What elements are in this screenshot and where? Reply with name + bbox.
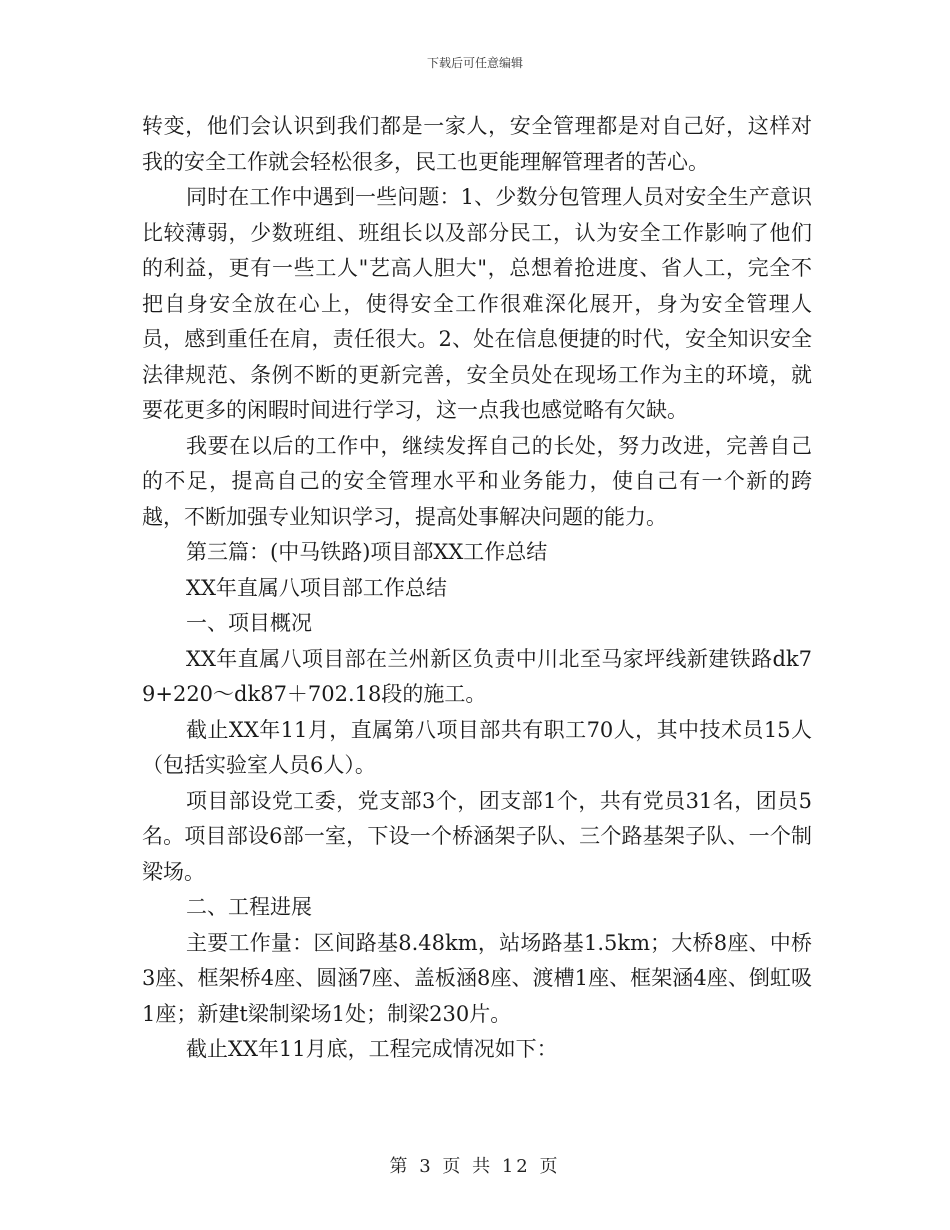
page-number: 第 3 页 共 12 页 [389, 1156, 561, 1177]
report-title: XX年直属八项目部工作总结 [186, 575, 447, 600]
paragraph-continuation: 转变，他们会认识到我们都是一家人，安全管理都是对自己好，这样对我的安全工作就会轻松很多，民工也更能理解管理者的苦心。 [142, 114, 812, 174]
heading-progress: 二、工程进展 [186, 895, 312, 919]
paragraph-project-scope: XX年直属八项目部在兰州新区负责中川北至马家坪线新建铁路dk79+220～dk87＋702.18段的施工。 [142, 646, 812, 706]
paragraph-workload: 主要工作量：区间路基8.48km，站场路基1.5km；大桥8座、中桥3座、框架桥4座、圆涵7座、盖板涵8座、渡槽1座、框架涵4座、倒虹吸1座；新建t梁制梁场1处；制梁230片。 [142, 930, 812, 1026]
heading-project-overview: 一、项目概况 [186, 611, 312, 635]
paragraph-plan: 我要在以后的工作中，继续发挥自己的长处，努力改进，完善自己的不足，提高自己的安全管理水平和业务能力，使自己有一个新的跨越，不断加强专业知识学习，提高处事解决问题的能力。 [142, 433, 812, 529]
paragraph-problems: 同时在工作中遇到一些问题：1、少数分包管理人员对安全生产意识比较薄弱，少数班组、班组长以及部分民工，认为安全工作影响了他们的利益，更有一些工人"艺高人胆大"，总想着抢进度、省人工，完全不把自身安全放在心上，使得安全工作很难深化展开，身为安全管理人员，感到重任在肩，责任很大。2、处在信息便捷的时代，安全知识安全法律规范、条例不断的更新完善，安全员处在现场工作为主的环境，就要花更多的闲暇时间进行学习，这一点我也感觉略有欠缺。 [142, 185, 812, 422]
paragraph-staff: 截止XX年11月，直属第八项目部共有职工70人，其中技术员15人（包括实验室人员6人）。 [142, 717, 812, 777]
page-header: 下载后可任意编辑 [426, 56, 523, 70]
document-body [142, 109, 812, 1068]
section-title: 第三篇：(中马铁路)项目部XX工作总结 [186, 540, 548, 564]
paragraph-organization: 项目部设党工委，党支部3个，团支部1个，共有党员31名，团员5名。项目部设6部一室，下设一个桥涵架子队、三个路基架子队、一个制梁场。 [142, 788, 812, 884]
paragraph-completion: 截止XX年11月底，工程完成情况如下： [186, 1037, 558, 1061]
